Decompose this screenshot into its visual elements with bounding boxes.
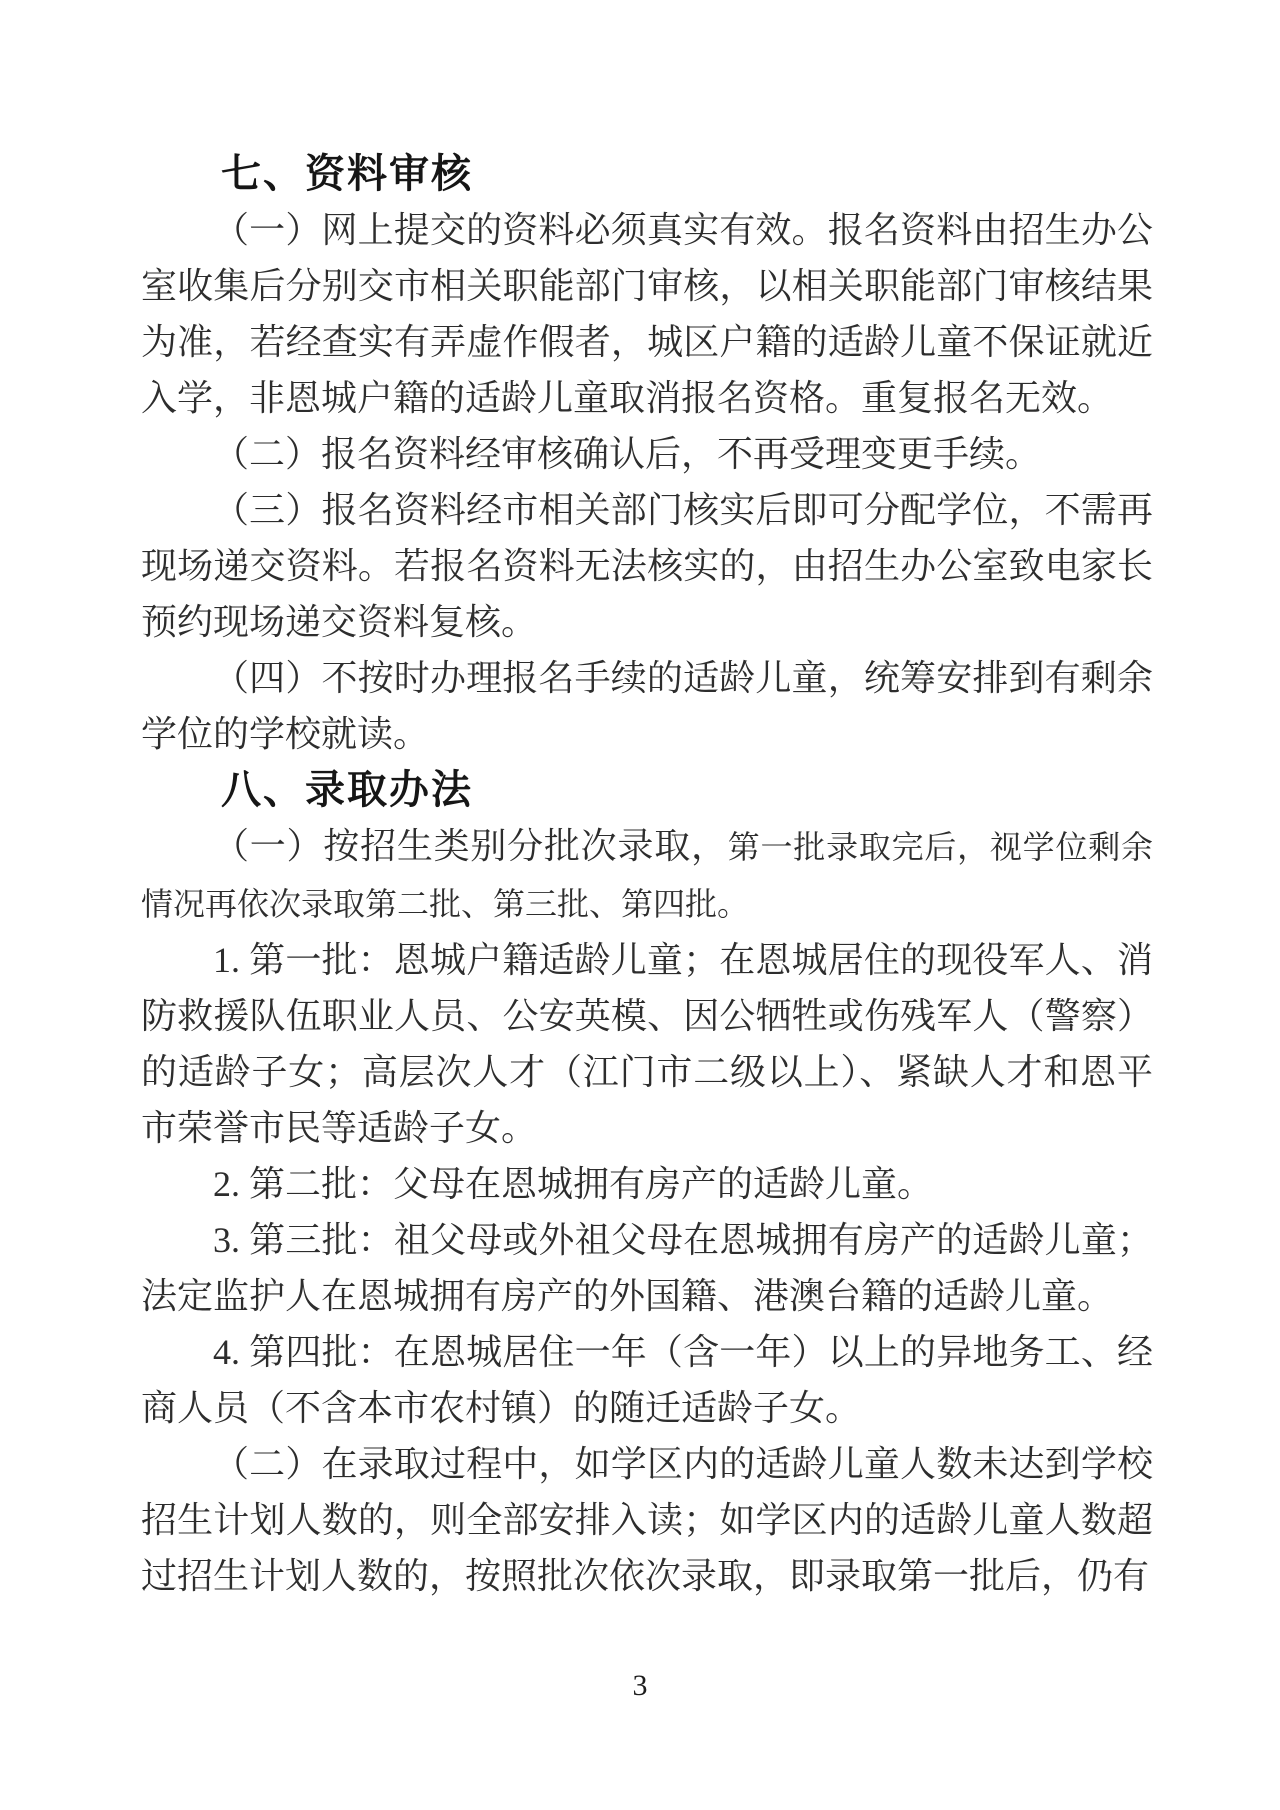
document-body <box>141 146 1153 1604</box>
paragraph-8-1 <box>141 818 1153 932</box>
paragraph-8-batch-3: 3. 第三批：祖父母或外祖父母在恩城拥有房产的适龄儿童；法定监护人在恩城拥有房产的外国籍、港澳台籍的适龄儿童。 <box>141 1220 1153 1316</box>
section-heading-7-document-review: 七、资料审核 <box>221 151 473 197</box>
paragraph-7-2: （二）报名资料经审核确认后，不再受理变更手续。 <box>213 434 1042 474</box>
paragraph-7-4: （四）不按时办理报名手续的适龄儿童，统筹安排到有剩余学位的学校就读。 <box>141 658 1153 754</box>
paragraph-8-2: （二）在录取过程中，如学区内的适龄儿童人数未达到学校招生计划人数的，则全部安排入读；如学区内的适龄儿童人数超过招生计划人数的，按照批次依次录取，即录取第一批后，仍有 <box>141 1444 1153 1596</box>
paragraph-8-1-note: 第一批录取完后，视学位剩余情况再依次录取第二批、第三批、第四批。 <box>141 829 1153 922</box>
paragraph-7-1: （一）网上提交的资料必须真实有效。报名资料由招生办公室收集后分别交市相关职能部门审核，以相关职能部门审核结果为准，若经查实有弄虚作假者，城区户籍的适龄儿童不保证就近入学，非恩城户籍的适龄儿童取消报名资格。重复报名无效。 <box>141 210 1153 418</box>
paragraph-8-batch-2: 2. 第二批：父母在恩城拥有房产的适龄儿童。 <box>213 1164 934 1204</box>
paragraph-8-1-lead: （一）按招生类别分批次录取， <box>213 826 728 866</box>
paragraph-8-batch-1: 1. 第一批：恩城户籍适龄儿童；在恩城居住的现役军人、消防救援队伍职业人员、公安英模、因公牺牲或伤残军人（警察）的适龄子女；高层次人才（江门市二级以上）、紧缺人才和恩平市荣誉市民等适龄子女。 <box>141 940 1153 1148</box>
paragraph-7-3: （三）报名资料经市相关部门核实后即可分配学位，不需再现场递交资料。若报名资料无法核实的，由招生办公室致电家长预约现场递交资料复核。 <box>141 490 1153 642</box>
paragraph-8-batch-4: 4. 第四批：在恩城居住一年（含一年）以上的异地务工、经商人员（不含本市农村镇）的随迁适龄子女。 <box>141 1332 1153 1428</box>
section-heading-8-admission-methods: 八、录取办法 <box>221 767 473 813</box>
page-number: 3 <box>632 1669 648 1702</box>
